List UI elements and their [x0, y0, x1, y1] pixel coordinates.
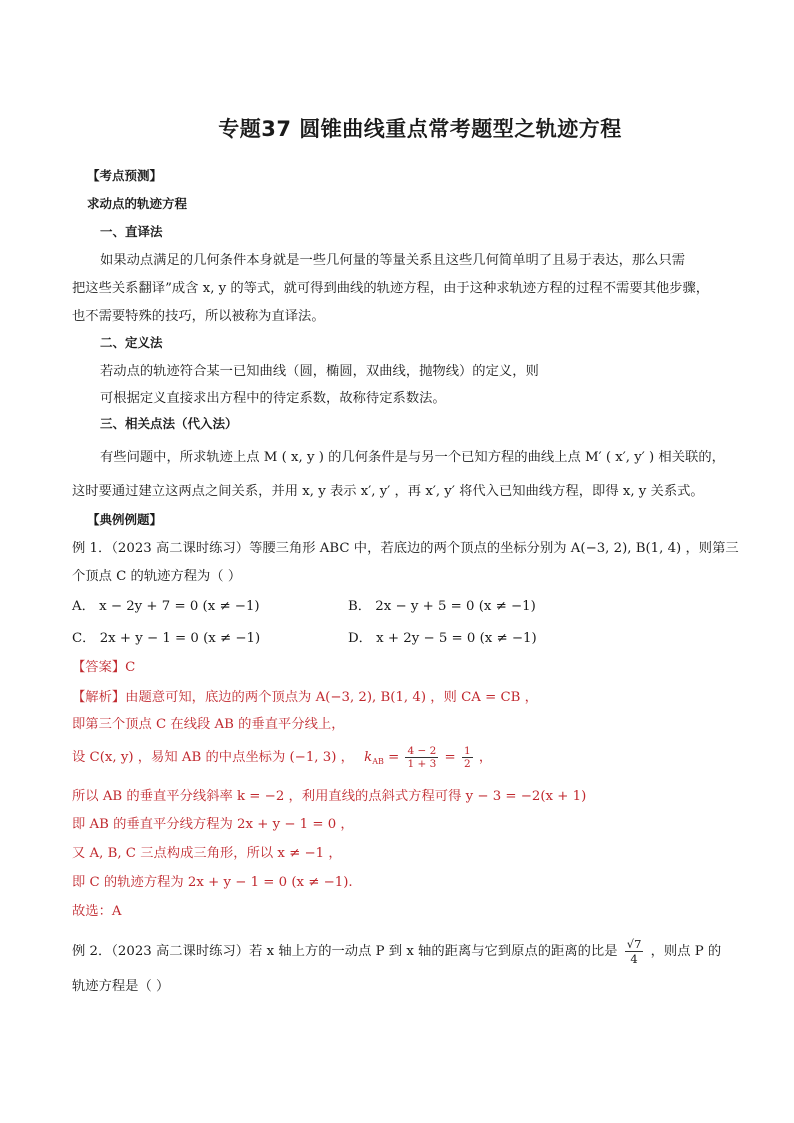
- example2-stem-line1: [72, 937, 734, 966]
- method2-text-line2: 可根据定义直接求出方程中的待定系数，故称待定系数法。: [100, 391, 446, 406]
- option-c: C． 2x + y − 1 = 0 (x ≠ −1): [72, 631, 261, 646]
- example1-stem-line2: 个顶点 C 的轨迹方程为（ ）: [72, 569, 242, 584]
- examples-heading: 【典例例题】: [87, 512, 163, 527]
- ratio-numerator: √7: [626, 937, 642, 951]
- method1-text-line2: 把这些关系翻译”成含 x, y 的等式，就可得到曲线的轨迹方程，由于这种求轨迹方程的过程不需要其他步骤，: [72, 281, 710, 296]
- method1-text-line1: 如果动点满足的几何条件本身就是一些几何量的等量关系且这些几何简单明了且易于表达，那么只需: [100, 253, 686, 268]
- option-a: A． x − 2y + 7 = 0 (x ≠ −1): [72, 599, 260, 614]
- example1-stem-line1: 例 1．（2023 高二课时练习）等腰三角形 ABC 中，若底边的两个顶点的坐标分别为 A(−3, 2), B(1, 4) ，则第三: [72, 541, 739, 556]
- example2-stem-text-a: 例 2．（2023 高二课时练习）若 x 轴上方的一动点 P 到 x 轴的距离与它到原点的距离的比是: [72, 944, 618, 959]
- method2-title: 二、定义法: [100, 335, 163, 350]
- slope-fraction-denominator: 1 + 3: [407, 758, 437, 770]
- slope-label: k: [364, 750, 373, 765]
- analysis-line5: 即 AB 的垂直平分线方程为 2x + y − 1 = 0 ，: [72, 817, 354, 832]
- example2-stem-text-b: ，则点 P 的: [650, 944, 722, 959]
- method1-title: 一、直译法: [100, 224, 163, 239]
- exam-preview-subheading: 求动点的轨迹方程: [87, 196, 188, 211]
- analysis-line3-text: 设 C(x, y) ，易知 AB 的中点坐标为 (−1, 3) ，: [72, 750, 354, 765]
- method3-title: 三、相关点法（代入法）: [100, 416, 238, 431]
- example2-stem-line2: 轨迹方程是（ ）: [72, 979, 170, 994]
- page-title: 专题37 圆锥曲线重点常考题型之轨迹方程: [218, 117, 622, 141]
- method3-text-line2: 这时要通过建立这两点之间关系，并用 x, y 表示 x′, y′ ，再 x′, y′ 将代入已知曲线方程，即得 x, y 关系式。: [72, 484, 704, 499]
- choose-answer: 故选：A: [72, 904, 122, 919]
- slope-result-fraction: [462, 745, 473, 770]
- option-b: B． 2x − y + 5 = 0 (x ≠ −1): [348, 599, 536, 614]
- option-d: D． x + 2y − 5 = 0 (x ≠ −1): [348, 631, 537, 646]
- method1-text-line3: 也不需要特殊的技巧，所以被称为直译法。: [72, 309, 325, 324]
- slope-fraction-numerator: 4 − 2: [407, 745, 437, 757]
- slope-expression: $k_{AB}$ = $\frac{4 - 2}{1 + 3}$ = $\frac{1}{2}$ ，: [364, 745, 493, 770]
- answer: 【答案】C: [72, 660, 136, 675]
- exam-preview-heading: 【考点预测】: [87, 168, 163, 183]
- ratio-denominator: 4: [630, 952, 638, 966]
- slope-fraction: [405, 745, 438, 770]
- slope-result-denominator: 2: [463, 758, 471, 770]
- analysis-line1: 【解析】由题意可知，底边的两个顶点为 A(−3, 2), B(1, 4) ，则 CA = CB ，: [72, 690, 538, 705]
- method2-text-line1: 若动点的轨迹符合某一已知曲线（圆，椭圆，双曲线，抛物线）的定义，则: [100, 364, 539, 379]
- analysis-line3: [72, 745, 734, 770]
- analysis-line2: 即第三个顶点 C 在线段 AB 的垂直平分线上，: [72, 717, 345, 732]
- analysis-line7: 即 C 的轨迹方程为 2x + y − 1 = 0 (x ≠ −1).: [72, 875, 353, 890]
- slope-result-numerator: 1: [463, 745, 471, 757]
- slope-equals: =: [383, 750, 404, 765]
- slope-subscript: AB: [372, 757, 384, 766]
- analysis-line6: 又 A, B, C 三点构成三角形，所以 x ≠ −1 ，: [72, 846, 342, 861]
- method3-text-line1: 有些问题中，所求轨迹上点 M ( x, y ) 的几何条件是与另一个已知方程的曲线上点 M′ ( x′, y′ ) 相关联的，: [100, 450, 725, 465]
- analysis-line4: 所以 AB 的垂直平分线斜率 k = −2 ，利用直线的点斜式方程可得 y − 3 = −2(x + 1): [72, 789, 587, 804]
- ratio-fraction: [625, 937, 644, 966]
